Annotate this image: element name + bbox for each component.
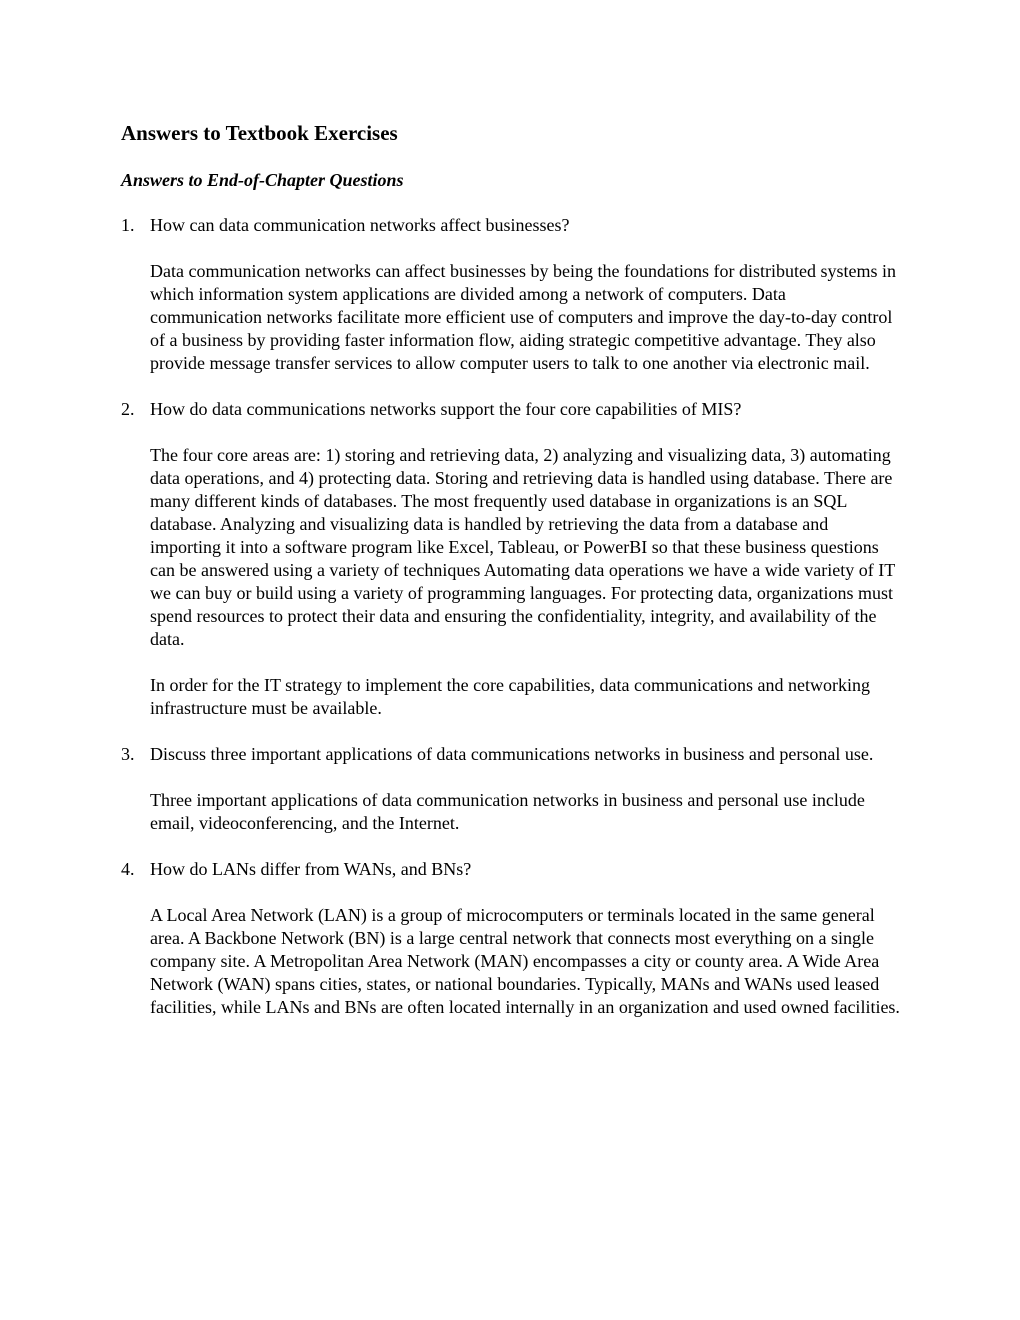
question-item [121,858,901,1019]
question-text: How can data communication networks affect businesses? [150,215,570,235]
question-number: 3. [121,744,135,764]
document-subtitle: Answers to End-of-Chapter Questions [121,170,404,190]
answer-paragraph: A Local Area Network (LAN) is a group of microcomputers or terminals located in the same general area. A Backbone Network (BN) is a large central network that connects most everything on a single company site. A Metropolitan Area Network (MAN) encompasses a city or county area. A Wide Area Network (WAN) spans cities, states, or national boundaries. Typically, MANs and WANs used leased facilities, while LANs and BNs are often located internally in an organization and used owned facilities. [150,905,900,1017]
question-item [121,398,901,720]
question-text: How do data communications networks support the four core capabilities of MIS? [150,399,742,419]
question-item [121,214,901,375]
answer-paragraph: In order for the IT strategy to implement the core capabilities, data communications and networking infrastructure must be available. [150,675,870,718]
answer-paragraph: Data communication networks can affect businesses by being the foundations for distributed systems in which information system applications are divided among a network of computers. Data communication networks facilitate more efficient use of computers and improve the day-to-day control of a business by providing faster information flow, aiding strategic competitive advantage. They also provide message transfer services to allow computer users to talk to one another via electronic mail. [150,261,897,373]
document-title: Answers to Textbook Exercises [121,121,398,145]
question-text: How do LANs differ from WANs, and BNs? [150,859,472,879]
question-text: Discuss three important applications of data communications networks in business and personal use. [150,744,874,764]
question-number: 1. [121,215,135,235]
answer-paragraph: Three important applications of data communication networks in business and personal use include email, videoconferencing, and the Internet. [150,790,865,833]
question-number: 4. [121,859,135,879]
question-number: 2. [121,399,135,419]
document-page [121,120,901,1042]
question-item [121,743,901,835]
question-list [121,214,901,1019]
answer-paragraph: The four core areas are: 1) storing and retrieving data, 2) analyzing and visualizing data, 3) automating data operations, and 4) protecting data. Storing and retrieving data is handled using database. There are many different kinds of databases. The most frequently used database in organizations is an SQL database. Analyzing and visualizing data is handled by retrieving the data from a database and importing it into a software program like Excel, Tableau, or PowerBI so that these business questions can be answered using a variety of techniques Automating data operations we have a wide variety of IT we can buy or build using a variety of programming languages. For protecting data, organizations must spend resources to protect their data and ensuring the confidentiality, integrity, and availability of the data. [150,445,895,649]
